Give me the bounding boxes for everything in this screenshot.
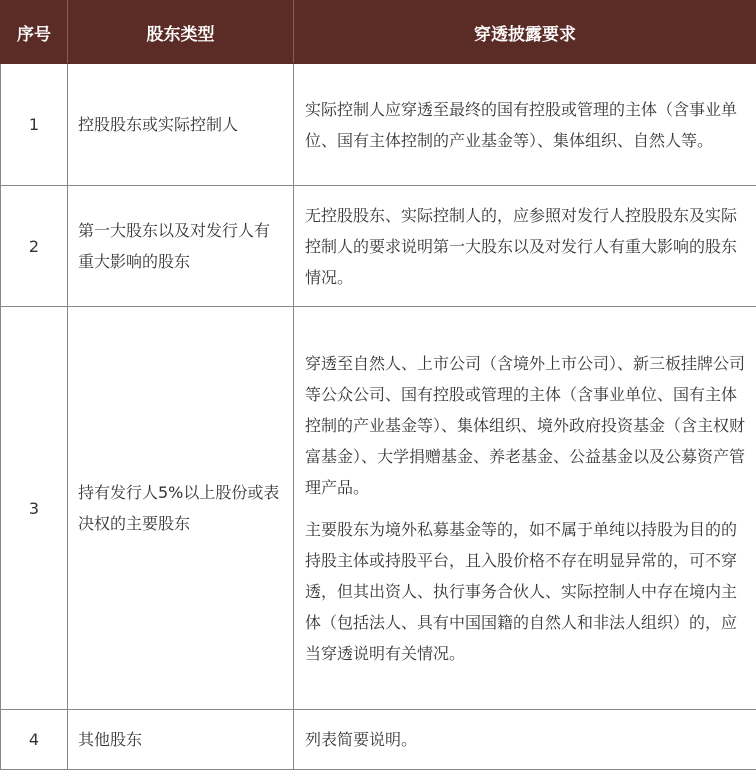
requirement-paragraph: 列表简要说明。 (305, 724, 750, 755)
shareholder-type-cell: 第一大股东以及对发行人有重大影响的股东 (68, 186, 294, 307)
shareholder-type-cell: 控股股东或实际控制人 (68, 64, 294, 186)
row-number: 2 (1, 186, 68, 307)
header-shareholder-type: 股东类型 (68, 1, 294, 64)
requirement-cell (294, 710, 756, 770)
requirement-cell (294, 186, 756, 307)
requirement-paragraph: 无控股股东、实际控制人的，应参照对发行人控股股东及实际控制人的要求说明第一大股东以及对发行人有重大影响的股东情况。 (305, 200, 750, 293)
shareholder-type-cell: 持有发行人5%以上股份或表决权的主要股东 (68, 307, 294, 710)
table-header-row (1, 1, 756, 64)
row-number: 4 (1, 710, 68, 770)
requirement-cell (294, 307, 756, 710)
requirement-cell (294, 64, 756, 186)
requirement-paragraph: 主要股东为境外私募基金等的，如不属于单纯以持股为目的的持股主体或持股平台，且入股价格不存在明显异常的，可不穿透，但其出资人、执行事务合伙人、实际控制人中存在境内主体（包括法人、具有中国国籍的自然人和非法人组织）的，应当穿透说明有关情况。 (305, 514, 750, 669)
table-row (1, 64, 756, 186)
table-row (1, 186, 756, 307)
row-number: 3 (1, 307, 68, 710)
table-row (1, 307, 756, 710)
row-number: 1 (1, 64, 68, 186)
header-serial-number: 序号 (1, 1, 68, 64)
table-row (1, 710, 756, 770)
shareholder-type-cell: 其他股东 (68, 710, 294, 770)
header-disclosure-requirement: 穿透披露要求 (294, 1, 756, 64)
requirement-paragraph: 穿透至自然人、上市公司（含境外上市公司）、新三板挂牌公司等公众公司、国有控股或管理的主体（含事业单位、国有主体控制的产业基金等）、集体组织、境外政府投资基金（含主权财富基金）、大学捐赠基金、养老基金、公益基金以及公募资产管理产品。 (305, 348, 750, 503)
requirement-paragraph: 实际控制人应穿透至最终的国有控股或管理的主体（含事业单位、国有主体控制的产业基金等）、集体组织、自然人等。 (305, 94, 750, 156)
